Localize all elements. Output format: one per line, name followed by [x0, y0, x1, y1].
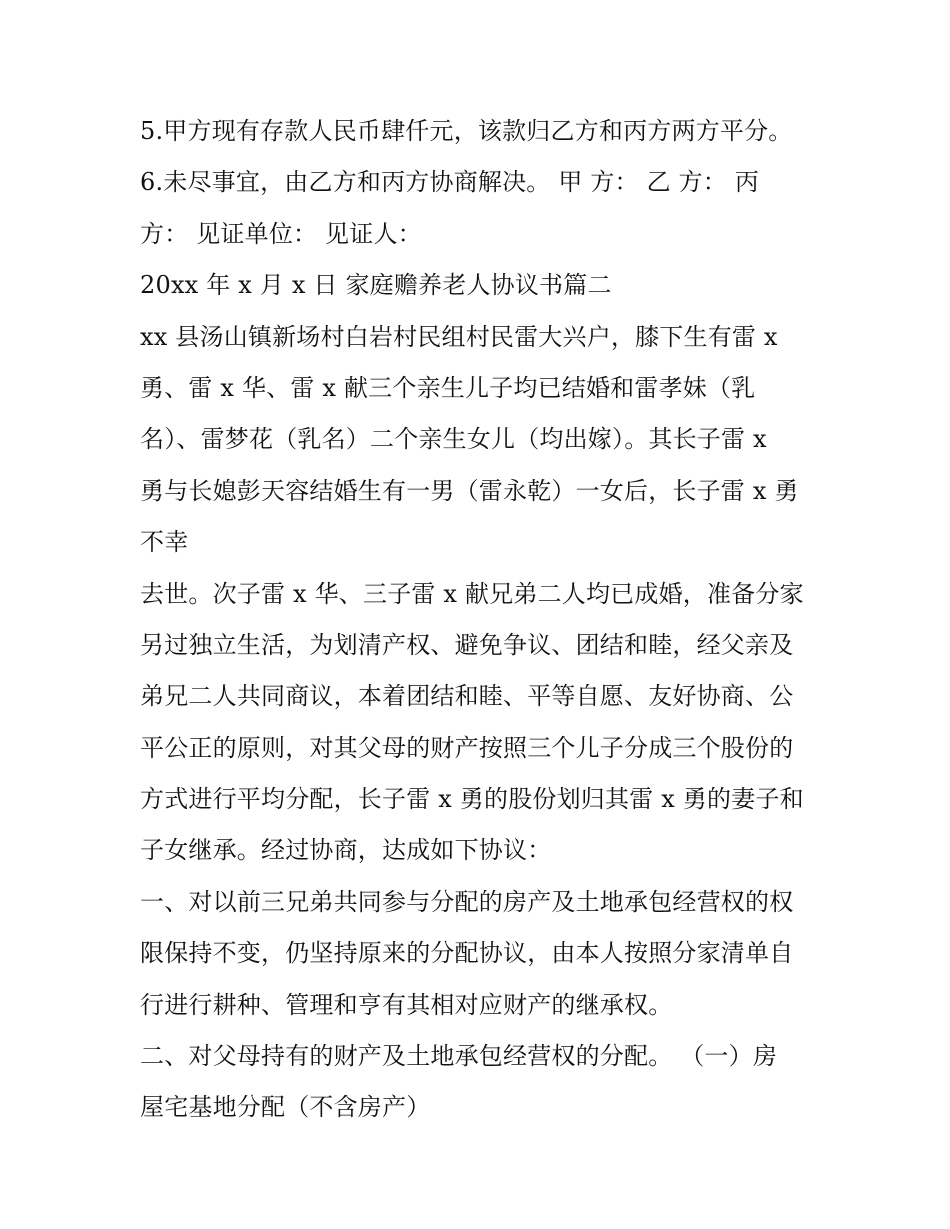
text-line: 行进行耕种、管理和亨有其相对应财产的继承权。: [140, 990, 673, 1019]
text-line: 弟兄二人共同商议，本着团结和睦、平等自愿、友好协商、公: [140, 682, 794, 711]
text-line: 方式进行平均分配，长子雷 x 勇的股份划归其雷 x 勇的妻子和: [140, 785, 804, 814]
text-line: 平公正的原则，对其父母的财产按照三个儿子分成三个股份的: [140, 733, 794, 762]
text-line: 6.未尽事宜，由乙方和丙方协商解决。 甲 方： 乙 方： 丙: [140, 168, 760, 197]
text-line: 不幸: [140, 528, 189, 557]
document-body: [140, 106, 820, 1134]
section-heading-line: 20xx 年 x 月 x 日 家庭赡养老人协议书篇二: [140, 271, 612, 300]
text-line: 另过独立生活，为划清产权、避免争议、团结和睦，经父亲及: [140, 630, 794, 659]
text-line: 子女继承。经过协商，达成如下协议：: [140, 836, 552, 865]
text-line: 方： 见证单位： 见证人：: [140, 219, 422, 248]
text-line: xx 县汤山镇新场村白岩村民组村民雷大兴户，膝下生有雷 x: [140, 322, 778, 351]
text-line: 5.甲方现有存款人民币肆仟元，该款归乙方和丙方两方平分。: [140, 117, 793, 145]
text-line: 二、对父母持有的财产及土地承包经营权的分配。 （一）房: [140, 1042, 778, 1071]
text-line: 一、对以前三兄弟共同参与分配的房产及土地承包经营权的权: [140, 887, 794, 916]
text-line: 勇、雷 x 华、雷 x 献三个亲生儿子均已结婚和雷孝妹（乳: [140, 373, 756, 402]
text-line: 勇与长媳彭天容结婚生有一男（雷永乾）一女后，长子雷 x 勇: [140, 476, 799, 505]
text-line: 屋宅基地分配（不含房产）: [140, 1093, 431, 1122]
text-line: 去世。次子雷 x 华、三子雷 x 献兄弟二人均已成婚，准备分家: [140, 579, 804, 608]
text-line: 限保持不变，仍坚持原来的分配协议，由本人按照分家清单自: [140, 939, 794, 968]
text-line: 名）、雷梦花（乳名）二个亲生女儿（均出嫁）。其长子雷 x: [140, 425, 767, 454]
